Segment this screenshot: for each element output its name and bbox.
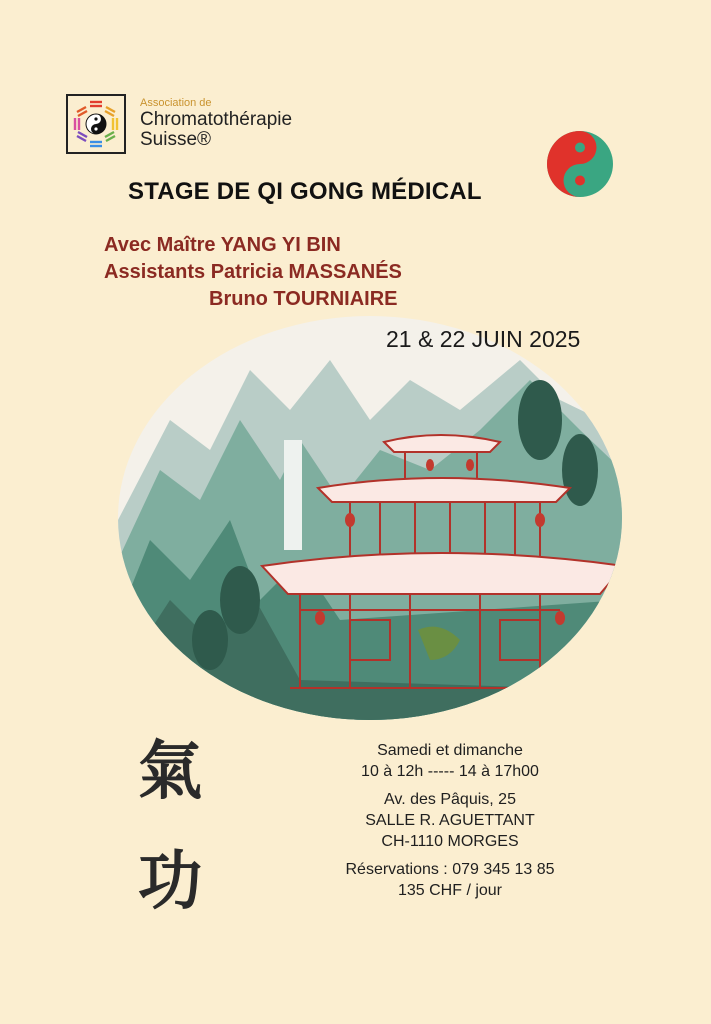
address-street: Av. des Pâquis, 25	[384, 791, 516, 808]
event-date: 21 & 22 JUIN 2025	[386, 326, 581, 352]
address-city: CH-1110 MORGES	[381, 833, 519, 850]
reservations-phone: Réservations : 079 345 13 85	[345, 861, 555, 878]
reservations-block	[300, 859, 600, 901]
assistant-2-line: Bruno TOURNIAIRE	[209, 288, 398, 310]
logo-line-1: Association de	[140, 97, 212, 110]
logo-line-2: Chromatothérapie	[140, 108, 293, 130]
assistants-line: Assistants Patricia MASSANÉS	[104, 261, 402, 283]
schedule-days: Samedi et dimanche	[377, 742, 523, 759]
master-line: Avec Maître YANG YI BIN	[104, 234, 341, 256]
address-block	[300, 789, 600, 852]
calligraphy-qi: 氣	[138, 734, 202, 809]
address-venue: SALLE R. AGUETTANT	[365, 812, 535, 829]
schedule-hours: 10 à 12h ----- 14 à 17h00	[361, 763, 539, 780]
calligraphy-gong: 功	[138, 844, 202, 919]
reservations-price: 135 CHF / jour	[397, 882, 503, 899]
page-title: STAGE DE QI GONG MÉDICAL	[128, 178, 482, 205]
logo-line-3: Suisse®	[140, 128, 212, 150]
schedule-block	[300, 740, 600, 782]
